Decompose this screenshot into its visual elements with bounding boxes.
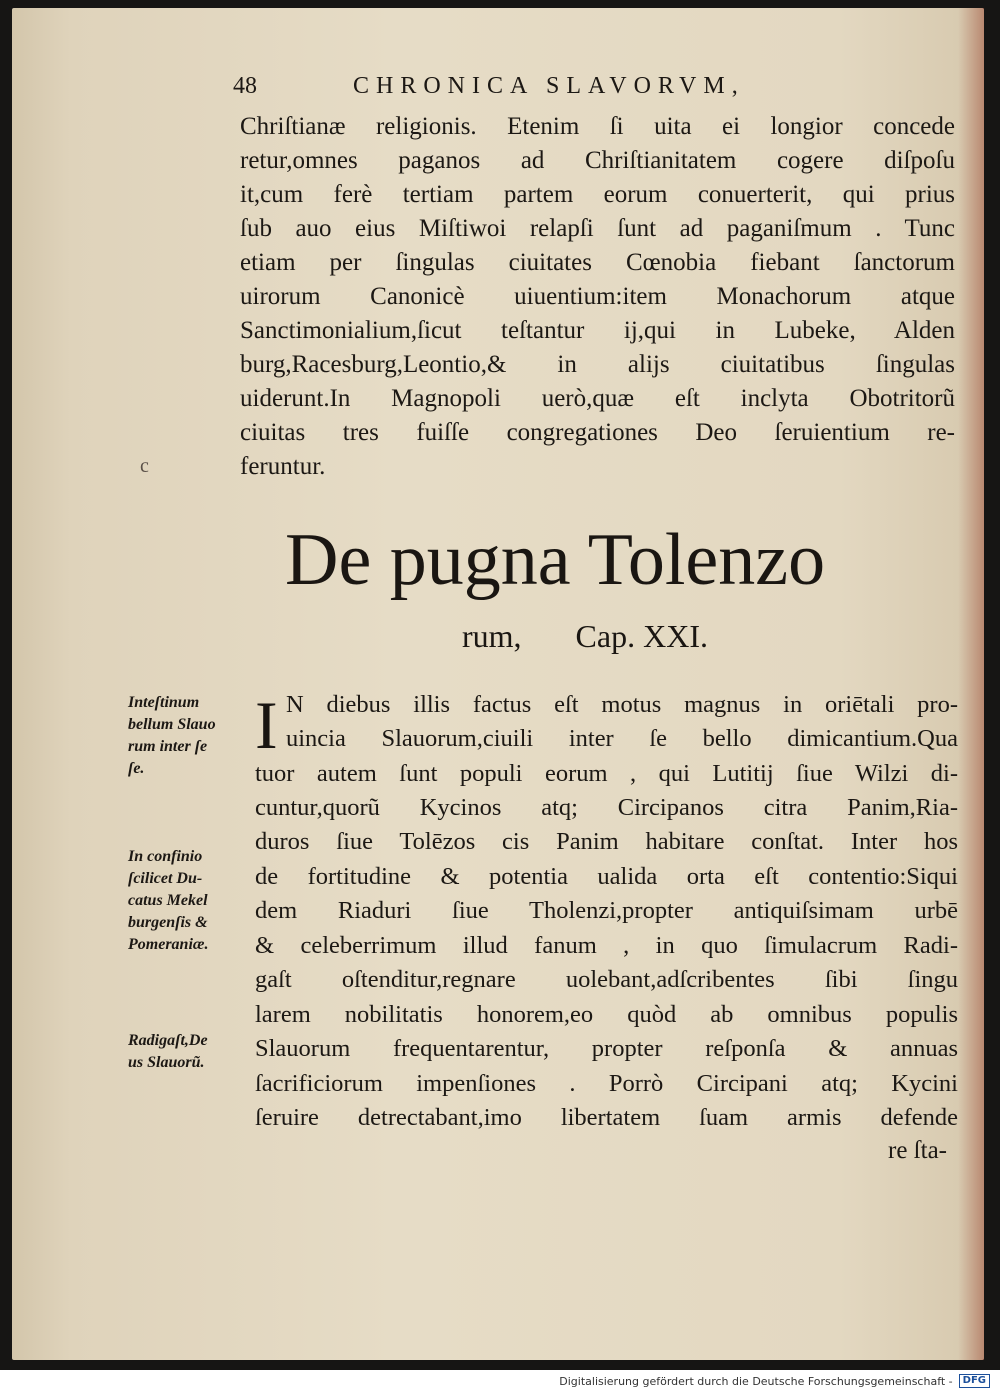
page-gutter-shadow	[958, 8, 984, 1360]
chapter-title: De pugna Tolenzo	[285, 519, 826, 601]
text-line: ciuitas tres fuiſſe congregationes Deo ſeruientium re-	[240, 419, 955, 446]
side-note-duchy	[128, 846, 208, 956]
text-line: etiam per ſingulas ciuitates Cœnobia fiebant ſanctorum	[240, 249, 955, 276]
side-note-line: ſcilicet Du-	[128, 870, 203, 887]
text-line: duros ſiue Tolēzos cis Panim habitare conſtat. Inter hos	[255, 828, 958, 855]
text-line: ſacrificiorum impenſiones . Porrò Circipani atq; Kycini	[255, 1070, 958, 1097]
dfg-logo: DFG	[959, 1374, 990, 1388]
side-note-line: bellum Slauo	[128, 716, 216, 733]
text-line: uiderunt.In Magnopoli uerò,quæ eſt inclyta Obotritorũ	[240, 385, 955, 412]
text-line: ſeruire detrectabant,imo libertatem ſuam armis defende	[255, 1104, 958, 1131]
text-line: Chriſtianæ religionis. Etenim ſi uita ei longior concede	[240, 113, 955, 140]
running-title: CHRONICA SLAVORVM,	[353, 73, 745, 99]
drop-cap: I	[255, 687, 278, 763]
side-note-line: rum inter ſe	[128, 738, 208, 755]
text-line: N diebus illis factus eſt motus magnus in oriētali pro-	[286, 691, 958, 718]
side-note-line: In confinio	[128, 848, 203, 865]
catchword: re ſta-	[888, 1137, 947, 1164]
side-note-line: Radigaſt,De	[128, 1032, 208, 1049]
text-line: tuor autem ſunt populi eorum , qui Lutitij ſiue Wilzi di-	[255, 760, 958, 787]
text-line: uirorum Canonicè uiuentium:item Monachorum atque	[240, 283, 955, 310]
side-note-line: us Slauorũ.	[128, 1054, 205, 1071]
side-note-line: Inteſtinum	[128, 694, 200, 711]
text-line: de fortitudine & potentia ualida orta eſt contentio:Siqui	[255, 863, 958, 890]
text-line: gaſt oſtenditur,regnare uolebant,adſcribentes ſibi ſingu	[255, 966, 958, 993]
side-note-line: burgenſis &	[128, 914, 208, 931]
margin-mark: c	[140, 455, 149, 477]
side-note-line: Pomeraniæ.	[128, 936, 209, 953]
text-line: it,cum ferè tertiam partem eorum conuerterit, qui prius	[240, 181, 955, 208]
footer-text: Digitalisierung gefördert durch die Deutsche Forschungsgemeinschaft -	[559, 1374, 953, 1388]
side-note-civil-war	[128, 692, 216, 780]
chapter-subtitle	[462, 616, 762, 656]
text-line: Sanctimonialium,ſicut teſtantur ij,qui in Lubeke, Alden	[240, 317, 955, 344]
page-number: 48	[233, 73, 257, 99]
text-line: ſub auo eius Miſtiwoi relapſi ſunt ad paganiſmum . Tunc	[240, 215, 955, 242]
side-note-line: ſe.	[128, 760, 145, 777]
text-line: & celeberrimum illud fanum , in quo ſimulacrum Radi-	[255, 932, 958, 959]
text-line: burg,Racesburg,Leontio,& in alijs ciuitatibus ſingulas	[240, 351, 955, 378]
side-note-radigast	[128, 1030, 208, 1074]
text-line: uincia Slauorum,ciuili inter ſe bello dimicantium.Qua	[286, 725, 958, 752]
page-header	[233, 73, 853, 103]
text-line: retur,omnes paganos ad Chriſtianitatem cogere diſpoſu	[240, 147, 955, 174]
text-line: dem Riaduri ſiue Tholenzi,propter antiquiſsimam urbē	[255, 897, 958, 924]
side-note-line: catus Mekel	[128, 892, 208, 909]
chapter-title-continuation: rum,	[462, 618, 522, 654]
text-line: cuntur,quorũ Kycinos atq; Circipanos citra Panim,Ria-	[255, 794, 958, 821]
text-line: larem nobilitatis honorem,eo quòd ab omnibus populis	[255, 1001, 958, 1028]
chapter-number: Cap. XXI.	[575, 618, 708, 654]
funding-footer	[559, 1374, 990, 1388]
text-line: feruntur.	[240, 453, 326, 480]
text-line: Slauorum frequentarentur, propter reſponſa & annuas	[255, 1035, 958, 1062]
